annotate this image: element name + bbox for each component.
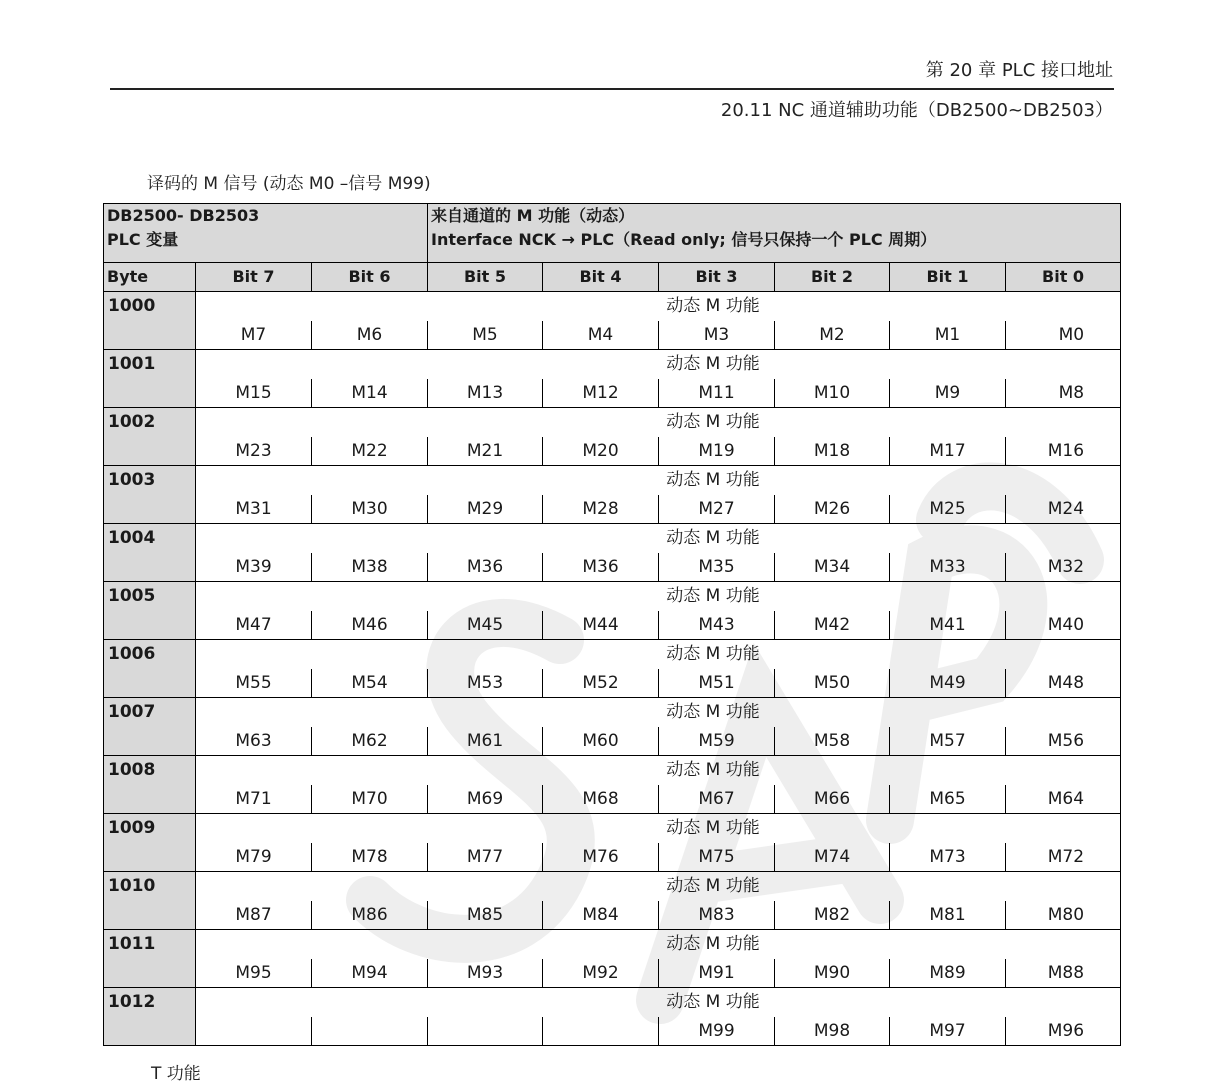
m-signal-cell: M62 [312,727,428,756]
byte-row [104,350,1121,379]
m-signal-cell: M35 [659,553,775,582]
m-signal-cell: M95 [196,959,312,988]
bit-signal-row [104,785,1121,814]
byte-address: 1009 [104,814,196,872]
column-header-bit-6: Bit 6 [312,263,428,292]
m-signal-cell: M52 [543,669,659,698]
m-signal-cell: M6 [312,321,428,350]
m-signal-cell: M15 [196,379,312,408]
m-signal-cell: M7 [196,321,312,350]
bit-signal-row [104,379,1121,408]
m-signal-cell: M68 [543,785,659,814]
dynamic-m-function-label: 动态 M 功能 [196,640,1121,669]
m-signal-cell: M72 [1006,843,1121,872]
bit-signal-row [104,901,1121,930]
m-signal-cell: M84 [543,901,659,930]
m-signal-cell: M96 [1006,1017,1121,1046]
dynamic-m-function-label: 动态 M 功能 [196,292,1121,321]
m-signal-cell: M46 [312,611,428,640]
byte-address: 1004 [104,524,196,582]
byte-address: 1005 [104,582,196,640]
m-signal-cell: M20 [543,437,659,466]
column-header-bit-4: Bit 4 [543,263,659,292]
byte-row [104,872,1121,901]
m-signal-cell: M24 [1006,495,1121,524]
byte-row [104,698,1121,727]
m-signal-cell: M14 [312,379,428,408]
byte-address: 1012 [104,988,196,1046]
m-signal-cell: M59 [659,727,775,756]
plc-variable-label: PLC 变量 [107,230,179,249]
m-signal-cell: M86 [312,901,428,930]
byte-address: 1007 [104,698,196,756]
m-signal-cell: M1 [890,321,1006,350]
dynamic-m-function-label: 动态 M 功能 [196,466,1121,495]
m-signal-cell: M85 [428,901,543,930]
m-signal-cell: M3 [659,321,775,350]
m-signal-cell: M41 [890,611,1006,640]
dynamic-m-function-label: 动态 M 功能 [196,698,1121,727]
byte-address: 1008 [104,756,196,814]
bit-signal-row [104,611,1121,640]
column-header-row [104,263,1121,292]
m-signal-cell: M70 [312,785,428,814]
table-caption: 译码的 M 信号 (动态 M0 –信号 M99) [147,174,431,194]
column-header-bit-3: Bit 3 [659,263,775,292]
m-signal-cell: M16 [1006,437,1121,466]
m-signal-cell: M5 [428,321,543,350]
m-signal-cell: M31 [196,495,312,524]
m-signal-cell: M28 [543,495,659,524]
m-signal-cell: M19 [659,437,775,466]
m-signal-cell: M43 [659,611,775,640]
interface-direction-label: Interface NCK → PLC（Read only; 信号只保持一个 PLC 周期） [431,230,937,249]
column-header-byte: Byte [104,263,196,292]
m-signal-cell: M58 [775,727,890,756]
m-function-source-label: 来自通道的 M 功能（动态） [431,206,635,225]
bit-signal-row [104,1017,1121,1046]
m-signal-cell: M29 [428,495,543,524]
m-signal-cell: M12 [543,379,659,408]
byte-row [104,814,1121,843]
m-signal-cell: M65 [890,785,1006,814]
m-signal-cell: M55 [196,669,312,698]
byte-address: 1010 [104,872,196,930]
m-signal-cell: M10 [775,379,890,408]
m-signal-cell: M42 [775,611,890,640]
byte-row [104,988,1121,1017]
section-title: 20.11 NC 通道辅助功能（DB2500~DB2503） [720,100,1113,121]
m-signal-cell: M83 [659,901,775,930]
m-signal-cell: M80 [1006,901,1121,930]
bit-signal-row [104,959,1121,988]
db-range-label: DB2500- DB2503 [107,206,260,225]
header-divider [110,88,1114,90]
m-signal-cell: M44 [543,611,659,640]
dynamic-m-function-label: 动态 M 功能 [196,988,1121,1017]
byte-address: 1011 [104,930,196,988]
m-signal-cell: M30 [312,495,428,524]
bit-signal-row [104,495,1121,524]
m-signal-cell: M17 [890,437,1006,466]
chapter-title: 第 20 章 PLC 接口地址 [925,60,1113,81]
m-signal-cell: M21 [428,437,543,466]
m-signal-cell: M32 [1006,553,1121,582]
m-signal-cell: M81 [890,901,1006,930]
m-signal-cell: M49 [890,669,1006,698]
m-signal-cell: M75 [659,843,775,872]
m-signal-cell: M73 [890,843,1006,872]
m-signal-cell: M87 [196,901,312,930]
dynamic-m-function-label: 动态 M 功能 [196,408,1121,437]
m-signal-cell: M64 [1006,785,1121,814]
m-signal-cell: M78 [312,843,428,872]
m-signal-cell: M93 [428,959,543,988]
m-signal-cell: M94 [312,959,428,988]
m-signal-cell: M79 [196,843,312,872]
m-signal-cell: M92 [543,959,659,988]
bit-signal-row [104,437,1121,466]
byte-address: 1000 [104,292,196,350]
m-signal-cell: M76 [543,843,659,872]
byte-address: 1002 [104,408,196,466]
byte-row [104,756,1121,785]
m-signal-cell: M63 [196,727,312,756]
column-header-bit-0: Bit 0 [1006,263,1121,292]
m-signal-cell: M40 [1006,611,1121,640]
m-signal-cell [312,1017,428,1046]
dynamic-m-function-label: 动态 M 功能 [196,930,1121,959]
m-signal-cell: M4 [543,321,659,350]
m-signal-cell: M9 [890,379,1006,408]
byte-address: 1001 [104,350,196,408]
byte-address: 1006 [104,640,196,698]
bit-signal-row [104,843,1121,872]
m-signal-cell: M18 [775,437,890,466]
column-header-bit-7: Bit 7 [196,263,312,292]
column-header-bit-1: Bit 1 [890,263,1006,292]
m-signal-cell: M56 [1006,727,1121,756]
m-signal-cell: M8 [1006,379,1121,408]
m-signal-cell: M82 [775,901,890,930]
m-signal-cell [428,1017,543,1046]
m-signal-cell: M11 [659,379,775,408]
m-signal-cell: M22 [312,437,428,466]
m-signal-cell: M36 [428,553,543,582]
m-signal-cell [196,1017,312,1046]
m-signal-cell: M88 [1006,959,1121,988]
m-signal-cell: M74 [775,843,890,872]
dynamic-m-function-label: 动态 M 功能 [196,524,1121,553]
column-header-bit-2: Bit 2 [775,263,890,292]
m-signal-cell: M2 [775,321,890,350]
db-range-header [104,204,428,263]
m-signal-cell: M91 [659,959,775,988]
m-signal-cell: M26 [775,495,890,524]
m-signal-cell: M38 [312,553,428,582]
m-signal-cell: M51 [659,669,775,698]
m-signal-cell: M0 [1006,321,1121,350]
m-signal-cell: M23 [196,437,312,466]
m-signal-cell: M36 [543,553,659,582]
m-signal-cell: M33 [890,553,1006,582]
bit-signal-row [104,553,1121,582]
m-signal-cell: M97 [890,1017,1006,1046]
m-signal-table [103,203,1121,1046]
m-signal-cell: M98 [775,1017,890,1046]
byte-row [104,408,1121,437]
m-signal-cell: M25 [890,495,1006,524]
byte-row [104,524,1121,553]
m-signal-cell: M57 [890,727,1006,756]
m-signal-cell: M48 [1006,669,1121,698]
m-signal-cell: M39 [196,553,312,582]
m-signal-cell: M67 [659,785,775,814]
m-signal-cell: M54 [312,669,428,698]
m-signal-cell: M27 [659,495,775,524]
m-signal-cell: M69 [428,785,543,814]
m-signal-cell: M61 [428,727,543,756]
dynamic-m-function-label: 动态 M 功能 [196,756,1121,785]
byte-row [104,930,1121,959]
m-signal-cell: M47 [196,611,312,640]
dynamic-m-function-label: 动态 M 功能 [196,582,1121,611]
m-signal-cell: M90 [775,959,890,988]
m-signal-cell: M89 [890,959,1006,988]
byte-row [104,582,1121,611]
interface-header [428,204,1121,263]
bit-signal-row [104,727,1121,756]
next-section-caption: T 功能 [151,1064,201,1084]
byte-row [104,466,1121,495]
dynamic-m-function-label: 动态 M 功能 [196,814,1121,843]
byte-row [104,640,1121,669]
m-signal-cell: M60 [543,727,659,756]
m-signal-cell: M66 [775,785,890,814]
m-signal-cell: M34 [775,553,890,582]
m-signal-cell: M50 [775,669,890,698]
m-signal-cell: M53 [428,669,543,698]
m-signal-cell: M45 [428,611,543,640]
byte-row [104,292,1121,321]
m-signal-cell [543,1017,659,1046]
dynamic-m-function-label: 动态 M 功能 [196,350,1121,379]
bit-signal-row [104,321,1121,350]
bit-signal-row [104,669,1121,698]
byte-address: 1003 [104,466,196,524]
m-signal-cell: M13 [428,379,543,408]
dynamic-m-function-label: 动态 M 功能 [196,872,1121,901]
m-signal-cell: M71 [196,785,312,814]
m-signal-cell: M77 [428,843,543,872]
column-header-bit-5: Bit 5 [428,263,543,292]
m-signal-cell: M99 [659,1017,775,1046]
